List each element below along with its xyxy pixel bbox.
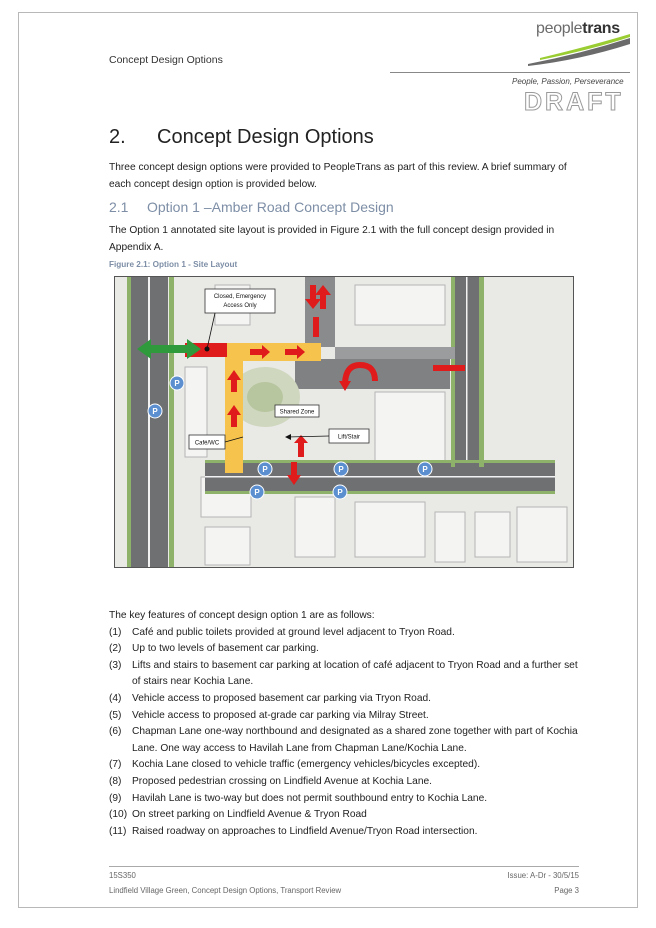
feature-number: (7) bbox=[109, 759, 122, 771]
header-title: Concept Design Options bbox=[109, 54, 223, 66]
feature-text: Chapman Lane one-way northbound and designated as a shared zone together with part of Kochia Lane. One way access to Havilah Lane from Chapman Lane/Kochia Lane. bbox=[132, 726, 578, 754]
feature-item bbox=[109, 824, 579, 841]
logo-swoosh-icon bbox=[520, 20, 632, 70]
feature-number: (11) bbox=[109, 825, 127, 837]
parking-marker-label: P bbox=[262, 465, 268, 474]
feature-item bbox=[109, 708, 579, 725]
section-title: Concept Design Options bbox=[157, 126, 374, 148]
feature-number: (3) bbox=[109, 659, 122, 671]
feature-text: Havilah Lane is two-way but does not permit southbound entry to Kochia Lane. bbox=[132, 792, 488, 804]
parking-marker-label: P bbox=[337, 488, 343, 497]
key-features-intro: The key features of concept design option 1 are as follows: bbox=[109, 610, 375, 621]
feature-number: (9) bbox=[109, 792, 122, 804]
label-closed-line1: Closed, Emergency bbox=[213, 294, 267, 300]
footer-document: Lindfield Village Green, Concept Design Options, Transport Review bbox=[109, 886, 342, 895]
subsection-heading bbox=[109, 199, 394, 215]
parking-marker-label: P bbox=[174, 379, 180, 388]
section-heading bbox=[109, 126, 374, 149]
key-features bbox=[109, 608, 579, 840]
feature-text: Vehicle access to proposed basement car parking via Tryon Road. bbox=[132, 692, 431, 704]
label-shared-zone: Shared Zone bbox=[279, 409, 315, 416]
header-rule bbox=[390, 72, 630, 73]
feature-text: Proposed pedestrian crossing on Lindfield Avenue at Kochia Lane. bbox=[132, 775, 432, 787]
feature-text: Kochia Lane closed to vehicle traffic (emergency vehicles/bicycles excepted). bbox=[132, 759, 481, 771]
site-layout-figure bbox=[114, 276, 574, 568]
footer-code: 15S350 bbox=[109, 871, 136, 880]
feature-text: Raised roadway on approaches to Lindfield Avenue/Tryon Road intersection. bbox=[132, 825, 478, 837]
logo-text-light: people bbox=[536, 20, 583, 37]
feature-number: (4) bbox=[109, 692, 122, 704]
subsection-title: Option 1 –Amber Road Concept Design bbox=[147, 199, 394, 215]
feature-number: (2) bbox=[109, 643, 122, 655]
section-intro: Three concept design options were provided to PeopleTrans as part of this review. A brief summary of each concept design option is provided below. bbox=[109, 162, 567, 190]
feature-number: (6) bbox=[109, 726, 122, 738]
feature-text: Café and public toilets provided at ground level adjacent to Tryon Road. bbox=[132, 626, 455, 638]
label-cafe-wc: Café/WC bbox=[194, 440, 220, 447]
feature-item bbox=[109, 625, 579, 642]
feature-number: (1) bbox=[109, 626, 122, 638]
parking-marker-label: P bbox=[152, 407, 158, 416]
peopletrans-logo bbox=[520, 20, 632, 70]
parking-marker-label: P bbox=[254, 488, 260, 497]
draft-watermark: DRAFT bbox=[524, 88, 624, 116]
feature-item bbox=[109, 658, 579, 691]
feature-text: Vehicle access to proposed at-grade car parking via Milray Street. bbox=[132, 709, 429, 721]
feature-number: (8) bbox=[109, 775, 122, 787]
subsection-number: 2.1 bbox=[109, 199, 129, 215]
tagline: People, Passion, Perseverance bbox=[512, 77, 624, 86]
logo-text-bold: trans bbox=[582, 20, 620, 37]
footer-rule bbox=[109, 866, 579, 867]
feature-item bbox=[109, 757, 579, 774]
figure-caption: Figure 2.1: Option 1 - Site Layout bbox=[109, 260, 238, 269]
feature-item bbox=[109, 774, 579, 791]
parking-marker-label: P bbox=[422, 465, 428, 474]
feature-item bbox=[109, 641, 579, 658]
feature-item bbox=[109, 724, 579, 757]
footer-page: Page 3 bbox=[554, 886, 579, 895]
feature-item bbox=[109, 791, 579, 808]
site-plan-map bbox=[115, 277, 573, 567]
label-closed-line2: Access Only bbox=[223, 303, 257, 309]
feature-item bbox=[109, 807, 579, 824]
feature-text: On street parking on Lindfield Avenue & Tryon Road bbox=[132, 809, 367, 821]
section-number: 2. bbox=[109, 126, 126, 148]
subsection-text: The Option 1 annotated site layout is provided in Figure 2.1 with the full concept design provided in Appendix A. bbox=[109, 225, 555, 253]
feature-number: (10) bbox=[109, 809, 128, 821]
footer-issue: Issue: A-Dr - 30/5/15 bbox=[507, 871, 579, 880]
feature-number: (5) bbox=[109, 709, 122, 721]
feature-item bbox=[109, 691, 579, 708]
label-lift-stair: Lift/Stair bbox=[337, 434, 361, 441]
feature-text: Lifts and stairs to basement car parking at location of café adjacent to Tryon Road and a further set of stairs near Kochia Lane. bbox=[132, 659, 578, 688]
feature-text: Up to two levels of basement car parking. bbox=[132, 643, 319, 655]
parking-marker-label: P bbox=[338, 465, 344, 474]
